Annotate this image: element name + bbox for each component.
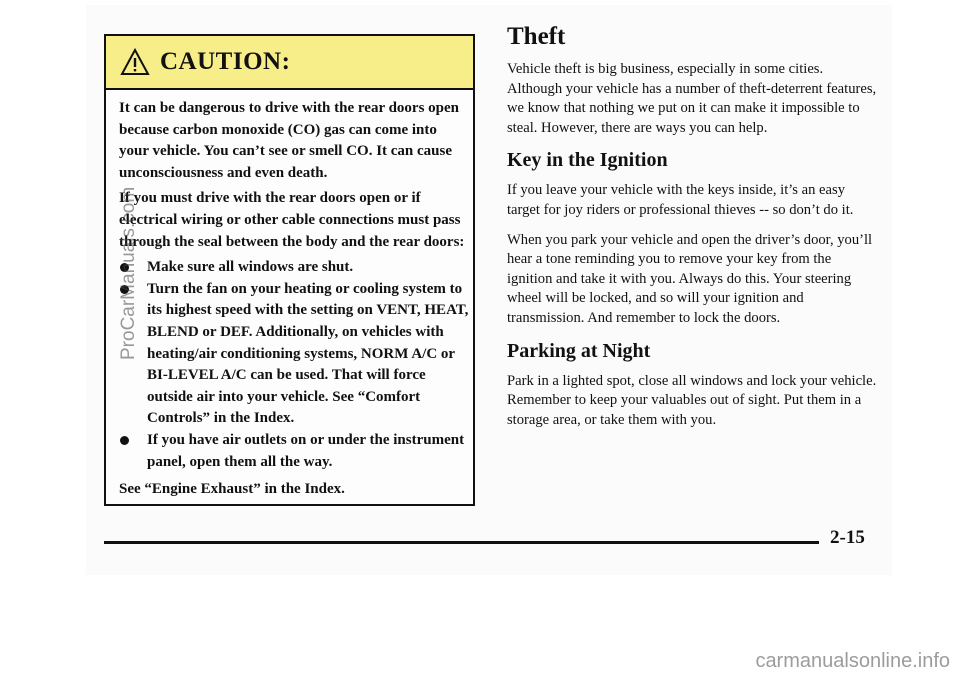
page-number: 2-15 [830, 527, 865, 548]
parking-night-paragraph: Park in a lighted spot, close all windows and lock your vehicle. Remember to keep your valuables out of sight. Put them in a storage area, or take them with you. [507, 372, 877, 428]
list-item: Turn the fan on your heating or cooling system to its highest speed with the setting on VENT, HEAT, BLEND or DEF. Additionally, on vehicles with heating/air conditioning systems, NORM A/C or BI-LEVEL A/C can be used. That will force outside air into your vehicle. See “Comfort Controls” in the Index. [119, 279, 469, 430]
bottom-watermark: carmanualsonline.info [755, 650, 950, 672]
caution-lead: If you must drive with the rear doors open or if electrical wiring or other cable connections must pass through the seal between the body and the rear doors: [119, 190, 465, 250]
caution-box [104, 34, 475, 506]
bullet-icon [120, 436, 129, 445]
list-item: If you have air outlets on or under the instrument panel, open them all the way. [119, 430, 469, 473]
list-item: Make sure all windows are shut. [119, 257, 469, 279]
theft-heading: Theft [507, 23, 566, 50]
caution-body [119, 98, 469, 505]
warning-triangle-icon [120, 48, 150, 76]
key-ignition-paragraph-1: If you leave your vehicle with the keys inside, it’s an easy target for joy riders or professional thieves -- so don’t do it. [507, 182, 854, 218]
caution-title: CAUTION: [160, 48, 291, 75]
right-column [507, 22, 879, 440]
caution-see-also: See “Engine Exhaust” in the Index. [119, 481, 345, 498]
side-watermark: ProCarManuals.com [118, 186, 139, 360]
caution-bullet-list [119, 257, 469, 473]
theft-paragraph: Vehicle theft is big business, especially in some cities. Although your vehicle has a number of theft-deterrent features, we know that nothing we put on it can make it impossible to steal. However, there are ways you can help. [507, 61, 877, 136]
caution-header [106, 36, 473, 90]
parking-night-heading: Parking at Night [507, 339, 651, 362]
key-ignition-paragraph-2: When you park your vehicle and open the driver’s door, you’ll hear a tone reminding you to remove your key from the ignition and take it with you. Always do this. Your steering wheel will be locked, and so will your ignition and transmission. And remember to lock the doors. [507, 231, 873, 326]
key-ignition-heading: Key in the Ignition [507, 149, 668, 172]
footer-rule [104, 541, 819, 544]
caution-intro: It can be dangerous to drive with the rear doors open because carbon monoxide (CO) gas can come into your vehicle. You can’t see or smell CO. It can cause unconsciousness and even death. [119, 100, 460, 181]
